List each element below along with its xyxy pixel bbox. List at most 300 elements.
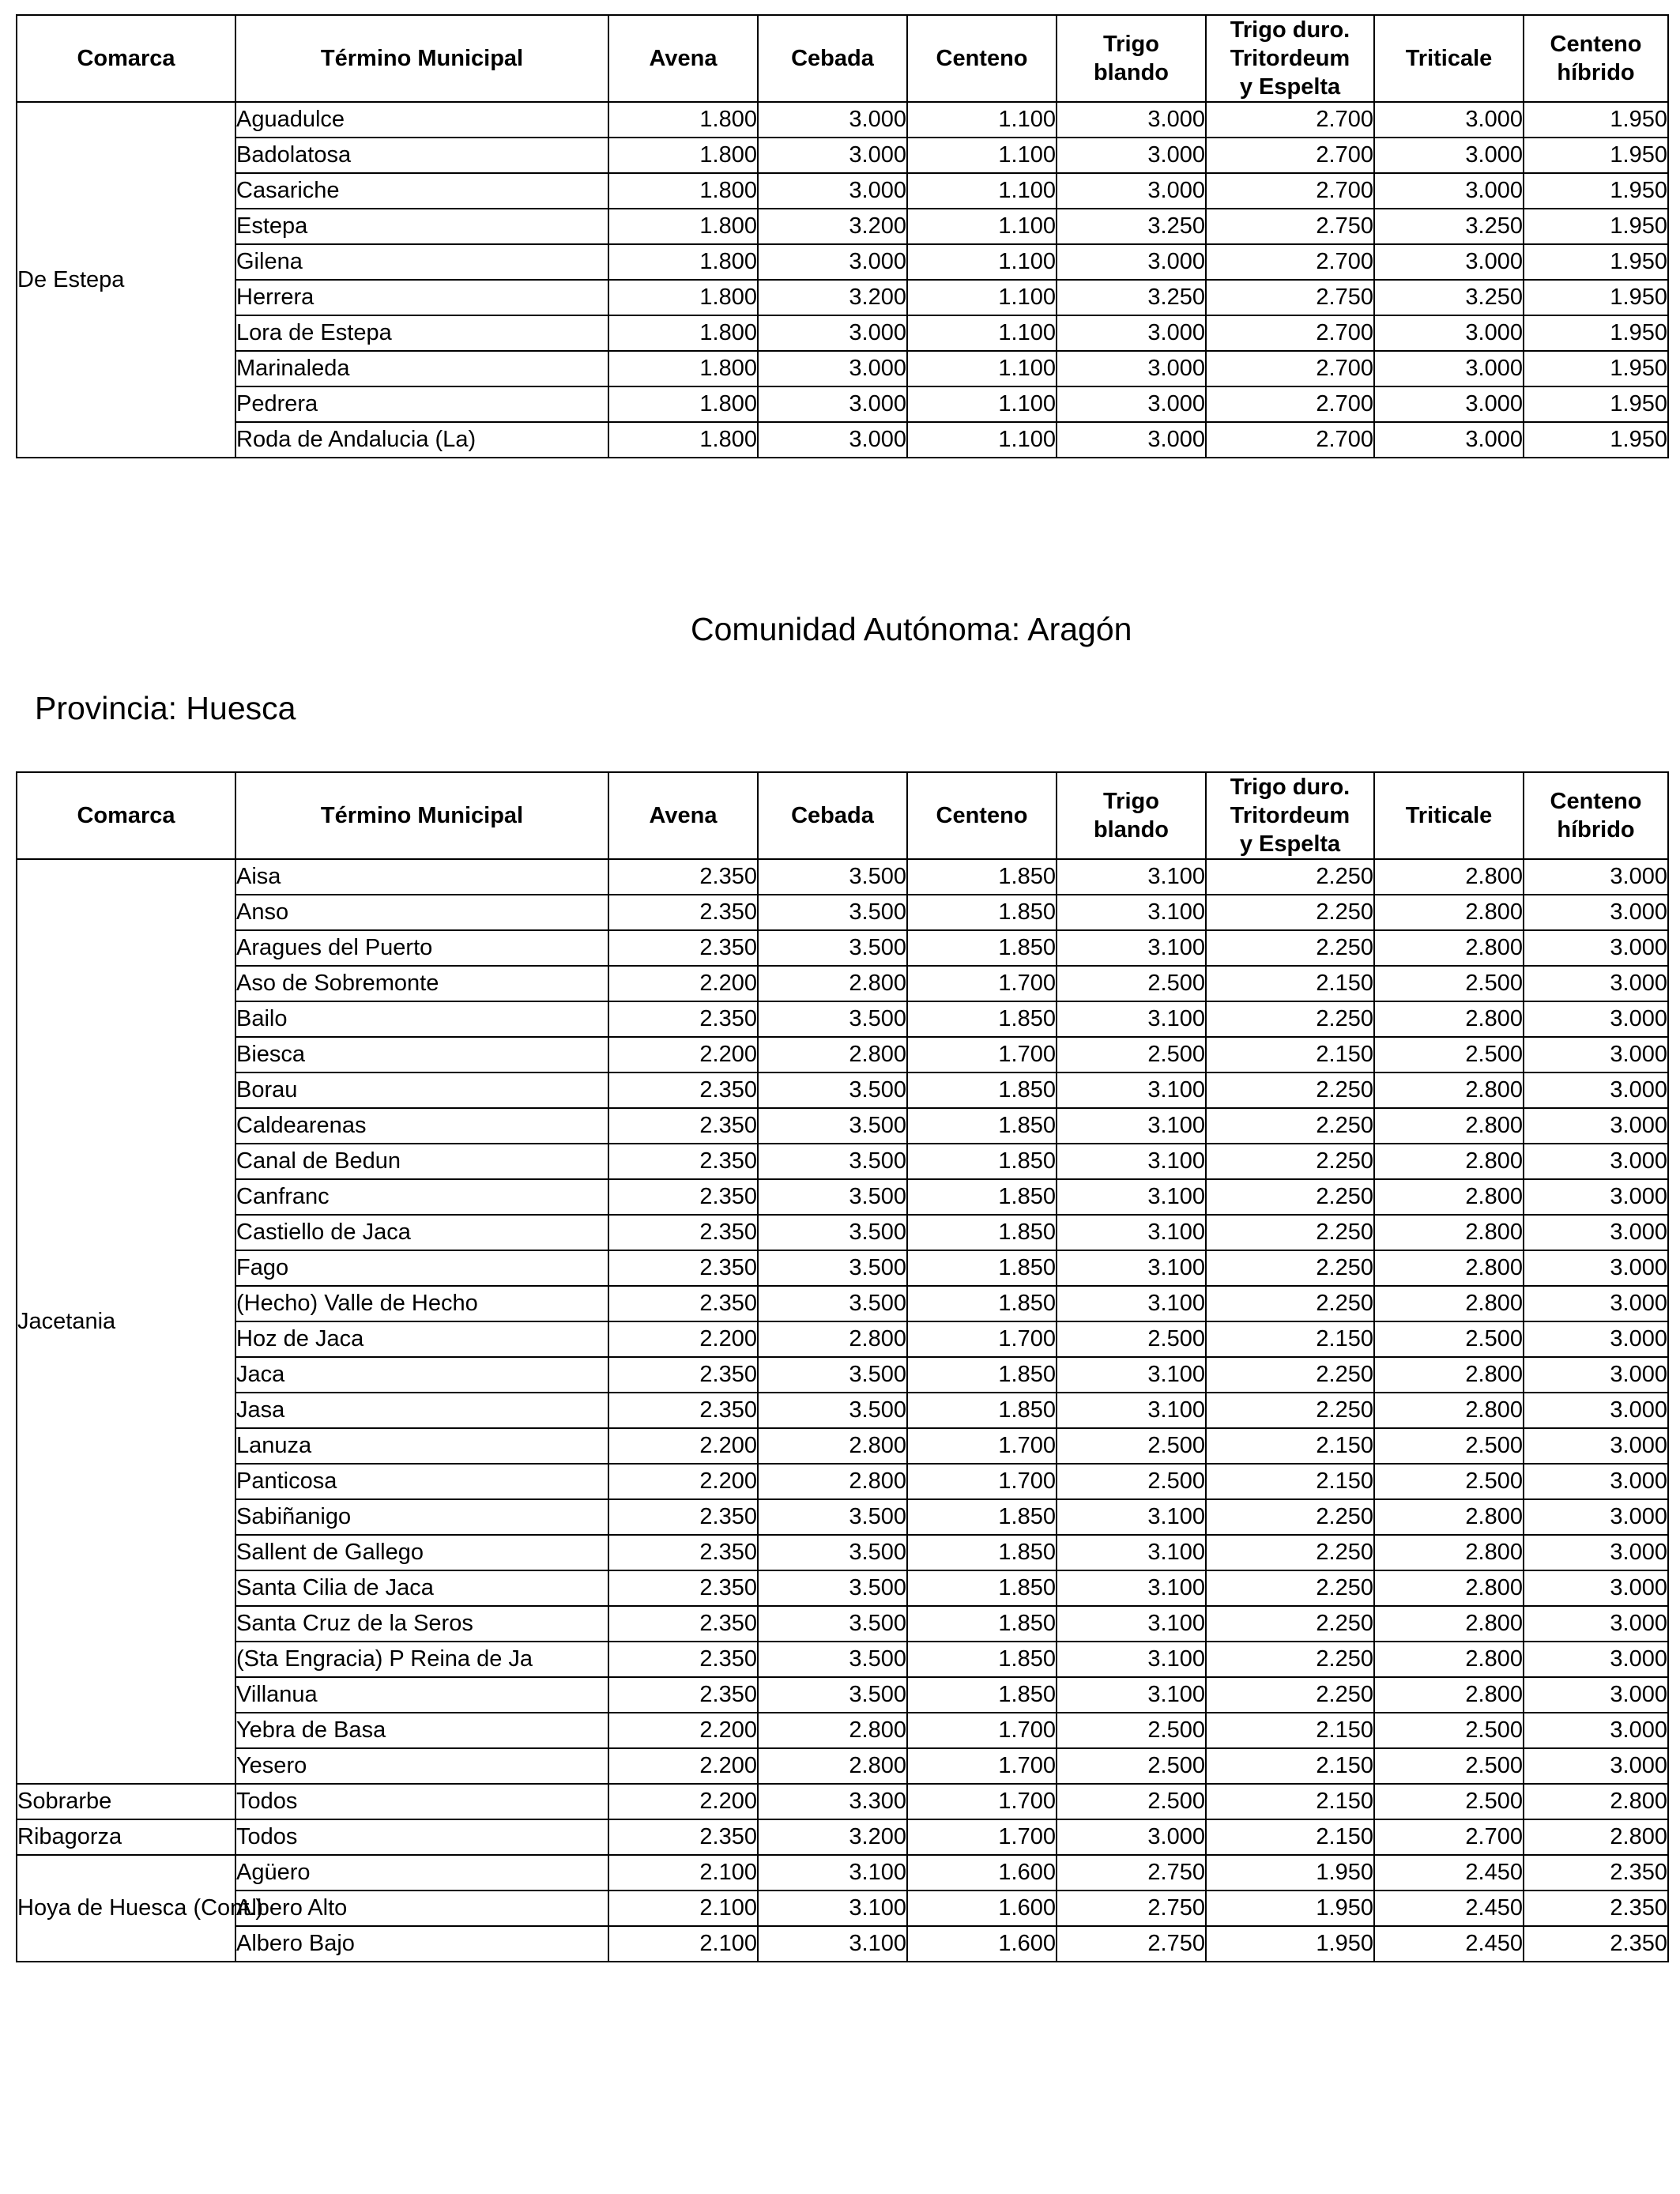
yield-cell: 1.800: [608, 173, 758, 209]
yield-cell: 2.500: [1057, 1748, 1206, 1784]
yield-cell: 2.250: [1206, 1215, 1374, 1250]
yield-cell: 1.850: [907, 1179, 1057, 1215]
yield-cell: 1.850: [907, 1677, 1057, 1713]
yield-cell: 2.200: [608, 1464, 758, 1499]
municipio-cell: Sabiñanigo: [235, 1499, 608, 1535]
municipio-cell: (Sta Engracia) P Reina de Ja: [235, 1642, 608, 1677]
yield-cell: 2.250: [1206, 1144, 1374, 1179]
table-row: [17, 895, 1668, 930]
yield-cell: 1.950: [1524, 280, 1668, 315]
yield-cell: 2.200: [608, 966, 758, 1001]
yield-cell: 2.250: [1206, 1570, 1374, 1606]
yield-cell: 2.150: [1206, 1428, 1374, 1464]
yield-cell: 1.850: [907, 1393, 1057, 1428]
yield-cell: 1.100: [907, 209, 1057, 244]
yield-cell: 2.750: [1206, 280, 1374, 315]
yield-cell: 2.700: [1206, 386, 1374, 422]
yield-cell: 2.150: [1206, 1464, 1374, 1499]
municipio-cell: Canfranc: [235, 1179, 608, 1215]
yield-cell: 3.000: [1524, 1215, 1668, 1250]
yield-cell: 3.000: [1057, 102, 1206, 138]
comarca-cell: Ribagorza: [17, 1819, 235, 1855]
yield-cell: 3.000: [1524, 1570, 1668, 1606]
yield-cell: 3.100: [758, 1891, 907, 1926]
yield-cell: 1.800: [608, 315, 758, 351]
table-row: [17, 1001, 1668, 1037]
table-row: [17, 1784, 1668, 1819]
yield-cell: 2.450: [1374, 1926, 1524, 1962]
municipio-cell: (Hecho) Valle de Hecho: [235, 1286, 608, 1321]
yield-cell: 2.100: [608, 1926, 758, 1962]
yield-cell: 2.250: [1206, 895, 1374, 930]
yield-cell: 2.150: [1206, 966, 1374, 1001]
yield-cell: 3.000: [758, 102, 907, 138]
yield-cell: 1.700: [907, 1428, 1057, 1464]
yield-cell: 1.800: [608, 244, 758, 280]
header-line: Centeno: [1550, 32, 1642, 57]
table-row: [17, 1642, 1668, 1677]
table-row: [17, 1570, 1668, 1606]
table-row: [17, 1179, 1668, 1215]
yield-cell: 3.100: [758, 1926, 907, 1962]
yield-cell: 1.100: [907, 386, 1057, 422]
table-row: [17, 351, 1668, 386]
yield-cell: 2.500: [1374, 1748, 1524, 1784]
yield-cell: 3.100: [1057, 1108, 1206, 1144]
yield-cell: 3.100: [1057, 859, 1206, 895]
table-row: [17, 1215, 1668, 1250]
yield-cell: 1.700: [907, 1819, 1057, 1855]
yield-cell: 1.100: [907, 102, 1057, 138]
yield-cell: 2.800: [1374, 1357, 1524, 1393]
yield-cell: 3.100: [1057, 1072, 1206, 1108]
yield-cell: 1.950: [1524, 351, 1668, 386]
yield-cell: 2.800: [758, 1428, 907, 1464]
yield-cell: 2.450: [1374, 1855, 1524, 1891]
yield-cell: 1.850: [907, 1108, 1057, 1144]
yield-cell: 3.500: [758, 1001, 907, 1037]
yield-cell: 2.350: [1524, 1855, 1668, 1891]
yield-cell: 2.800: [1374, 1393, 1524, 1428]
municipio-cell: Fago: [235, 1250, 608, 1286]
municipio-cell: Estepa: [235, 209, 608, 244]
yield-cell: 3.000: [1524, 1286, 1668, 1321]
yield-cell: 2.500: [1374, 1037, 1524, 1072]
yield-cell: 1.800: [608, 351, 758, 386]
yield-cell: 2.350: [608, 1819, 758, 1855]
municipio-cell: Badolatosa: [235, 138, 608, 173]
yield-cell: 2.150: [1206, 1037, 1374, 1072]
yield-cell: 2.150: [1206, 1748, 1374, 1784]
yield-cell: 2.500: [1374, 1713, 1524, 1748]
yield-cell: 2.350: [608, 930, 758, 966]
yield-cell: 3.000: [1057, 1819, 1206, 1855]
yield-cell: 1.600: [907, 1891, 1057, 1926]
yield-cell: 3.100: [1057, 1144, 1206, 1179]
table-row: [17, 1606, 1668, 1642]
yield-cell: 1.100: [907, 244, 1057, 280]
municipio-cell: Herrera: [235, 280, 608, 315]
yield-cell: 3.500: [758, 1072, 907, 1108]
yield-cell: 1.850: [907, 895, 1057, 930]
yield-table-huesca: [16, 771, 1669, 1962]
header-municipio: Término Municipal: [235, 15, 608, 102]
table-row: [17, 1037, 1668, 1072]
yield-cell: 1.950: [1524, 422, 1668, 458]
yield-cell: 1.850: [907, 1250, 1057, 1286]
header-line: blando: [1093, 60, 1170, 85]
header-line: Trigo duro.: [1230, 17, 1350, 43]
municipio-cell: Albero Alto: [235, 1891, 608, 1926]
yield-cell: 2.800: [1374, 1072, 1524, 1108]
yield-cell: 3.000: [1374, 102, 1524, 138]
municipio-cell: Santa Cilia de Jaca: [235, 1570, 608, 1606]
yield-cell: 3.000: [1057, 351, 1206, 386]
yield-cell: 3.500: [758, 895, 907, 930]
yield-cell: 1.700: [907, 1464, 1057, 1499]
yield-cell: 2.800: [758, 1748, 907, 1784]
header-cebada: Cebada: [758, 15, 907, 102]
yield-cell: 3.000: [758, 386, 907, 422]
yield-cell: 2.800: [1374, 1144, 1524, 1179]
yield-cell: 3.200: [758, 1819, 907, 1855]
table-row: [17, 1321, 1668, 1357]
yield-cell: 2.250: [1206, 1357, 1374, 1393]
header-municipio: Término Municipal: [235, 772, 608, 859]
yield-cell: 3.000: [1057, 315, 1206, 351]
yield-cell: 3.500: [758, 1642, 907, 1677]
header-centeno-hibrido: [1524, 15, 1668, 102]
table-row: [17, 315, 1668, 351]
yield-cell: 2.500: [1374, 966, 1524, 1001]
yield-cell: 3.250: [1374, 209, 1524, 244]
header-comarca: Comarca: [17, 15, 235, 102]
yield-cell: 2.350: [608, 1108, 758, 1144]
header-trigo-blando: [1057, 772, 1206, 859]
table-row: [17, 1144, 1668, 1179]
yield-cell: 2.350: [1524, 1891, 1668, 1926]
yield-cell: 1.950: [1524, 138, 1668, 173]
yield-cell: 2.250: [1206, 1393, 1374, 1428]
yield-cell: 2.500: [1057, 966, 1206, 1001]
yield-cell: 3.500: [758, 1286, 907, 1321]
yield-cell: 3.100: [1057, 1393, 1206, 1428]
yield-cell: 3.000: [1057, 422, 1206, 458]
table-row: [17, 1535, 1668, 1570]
yield-cell: 3.000: [1524, 1428, 1668, 1464]
yield-cell: 2.150: [1206, 1321, 1374, 1357]
yield-cell: 3.100: [1057, 1357, 1206, 1393]
yield-cell: 1.100: [907, 351, 1057, 386]
municipio-cell: Roda de Andalucia (La): [235, 422, 608, 458]
municipio-cell: Aragues del Puerto: [235, 930, 608, 966]
yield-cell: 3.100: [1057, 1179, 1206, 1215]
yield-cell: 3.100: [1057, 1606, 1206, 1642]
yield-cell: 2.200: [608, 1748, 758, 1784]
yield-cell: 3.000: [1524, 1464, 1668, 1499]
yield-cell: 2.350: [608, 1215, 758, 1250]
yield-cell: 1.850: [907, 1606, 1057, 1642]
yield-cell: 2.250: [1206, 859, 1374, 895]
yield-cell: 2.200: [608, 1037, 758, 1072]
table-row: [17, 1713, 1668, 1748]
yield-cell: 1.700: [907, 1321, 1057, 1357]
yield-cell: 2.800: [1374, 1499, 1524, 1535]
comarca-cell: Hoya de Huesca (Cont.): [17, 1855, 235, 1962]
yield-cell: 1.600: [907, 1926, 1057, 1962]
yield-cell: 3.000: [1057, 138, 1206, 173]
municipio-cell: Canal de Bedun: [235, 1144, 608, 1179]
header-line: y Espelta: [1239, 831, 1341, 857]
yield-cell: 3.500: [758, 1108, 907, 1144]
yield-cell: 3.000: [1524, 1179, 1668, 1215]
yield-cell: 1.850: [907, 930, 1057, 966]
municipio-cell: Albero Bajo: [235, 1926, 608, 1962]
yield-cell: 2.800: [1374, 1677, 1524, 1713]
table-row: [17, 1428, 1668, 1464]
yield-cell: 1.700: [907, 1748, 1057, 1784]
yield-cell: 1.850: [907, 1001, 1057, 1037]
municipio-cell: Jaca: [235, 1357, 608, 1393]
yield-cell: 3.500: [758, 1179, 907, 1215]
yield-cell: 3.100: [1057, 1642, 1206, 1677]
yield-cell: 3.000: [1524, 930, 1668, 966]
yield-cell: 2.250: [1206, 1677, 1374, 1713]
municipio-cell: Aisa: [235, 859, 608, 895]
yield-cell: 3.000: [1524, 1606, 1668, 1642]
yield-cell: 2.350: [608, 895, 758, 930]
yield-cell: 2.700: [1206, 351, 1374, 386]
yield-cell: 3.300: [758, 1784, 907, 1819]
municipio-cell: Hoz de Jaca: [235, 1321, 608, 1357]
yield-cell: 2.250: [1206, 1072, 1374, 1108]
yield-cell: 2.800: [758, 1713, 907, 1748]
header-comarca: Comarca: [17, 772, 235, 859]
yield-cell: 2.800: [1374, 1179, 1524, 1215]
yield-cell: 2.700: [1206, 422, 1374, 458]
yield-cell: 2.350: [608, 1570, 758, 1606]
yield-cell: 3.000: [1524, 1713, 1668, 1748]
yield-cell: 3.500: [758, 1250, 907, 1286]
yield-cell: 1.850: [907, 1144, 1057, 1179]
yield-cell: 2.800: [1374, 1250, 1524, 1286]
yield-cell: 2.800: [758, 966, 907, 1001]
yield-cell: 2.500: [1057, 1713, 1206, 1748]
yield-cell: 3.000: [758, 315, 907, 351]
yield-cell: 3.100: [1057, 1499, 1206, 1535]
header-triticale: Triticale: [1374, 15, 1524, 102]
yield-cell: 3.000: [1524, 1642, 1668, 1677]
yield-cell: 3.000: [1524, 1748, 1668, 1784]
table-row: [17, 1855, 1668, 1891]
table-row: [17, 422, 1668, 458]
yield-cell: 1.600: [907, 1855, 1057, 1891]
municipio-cell: Yebra de Basa: [235, 1713, 608, 1748]
yield-cell: 3.000: [1524, 1393, 1668, 1428]
yield-cell: 1.850: [907, 859, 1057, 895]
yield-cell: 3.100: [1057, 895, 1206, 930]
header-line: Centeno: [1550, 789, 1642, 814]
yield-cell: 3.500: [758, 1677, 907, 1713]
header-line: Trigo: [1103, 32, 1159, 57]
yield-cell: 1.950: [1524, 209, 1668, 244]
yield-cell: 1.800: [608, 386, 758, 422]
yield-cell: 2.350: [608, 1357, 758, 1393]
yield-cell: 3.000: [1524, 1357, 1668, 1393]
municipio-cell: Agüero: [235, 1855, 608, 1891]
yield-cell: 3.100: [1057, 1535, 1206, 1570]
yield-cell: 1.950: [1524, 315, 1668, 351]
yield-cell: 3.000: [1374, 173, 1524, 209]
yield-cell: 2.100: [608, 1855, 758, 1891]
yield-cell: 2.800: [1374, 1535, 1524, 1570]
municipio-cell: Aso de Sobremonte: [235, 966, 608, 1001]
province-title: Provincia: Huesca: [35, 690, 296, 726]
yield-cell: 3.000: [1374, 244, 1524, 280]
municipio-cell: Gilena: [235, 244, 608, 280]
yield-cell: 2.500: [1057, 1428, 1206, 1464]
yield-cell: 2.800: [1374, 1606, 1524, 1642]
yield-cell: 1.700: [907, 1037, 1057, 1072]
yield-cell: 3.100: [1057, 1286, 1206, 1321]
yield-cell: 1.950: [1206, 1855, 1374, 1891]
yield-cell: 2.150: [1206, 1819, 1374, 1855]
yield-cell: 3.000: [1524, 966, 1668, 1001]
header-line: Trigo: [1103, 789, 1159, 814]
yield-cell: 1.800: [608, 102, 758, 138]
yield-cell: 2.500: [1374, 1464, 1524, 1499]
header-line: híbrido: [1557, 60, 1635, 85]
yield-cell: 2.350: [608, 1642, 758, 1677]
yield-cell: 2.350: [608, 859, 758, 895]
yield-cell: 1.800: [608, 422, 758, 458]
yield-cell: 2.350: [608, 1144, 758, 1179]
yield-cell: 2.350: [608, 1606, 758, 1642]
yield-cell: 2.250: [1206, 1642, 1374, 1677]
yield-cell: 3.000: [758, 244, 907, 280]
yield-cell: 3.000: [1524, 1108, 1668, 1144]
yield-cell: 2.800: [1374, 1570, 1524, 1606]
municipio-cell: Sallent de Gallego: [235, 1535, 608, 1570]
yield-cell: 3.000: [1524, 1037, 1668, 1072]
yield-cell: 3.000: [1524, 1499, 1668, 1535]
table-row: [17, 1464, 1668, 1499]
yield-cell: 1.950: [1206, 1891, 1374, 1926]
yield-cell: 3.500: [758, 1215, 907, 1250]
yield-cell: 1.950: [1524, 173, 1668, 209]
municipio-cell: Biesca: [235, 1037, 608, 1072]
municipio-cell: Castiello de Jaca: [235, 1215, 608, 1250]
yield-cell: 3.100: [1057, 1250, 1206, 1286]
yield-cell: 2.500: [1057, 1037, 1206, 1072]
yield-cell: 1.850: [907, 1499, 1057, 1535]
yield-cell: 1.850: [907, 1286, 1057, 1321]
yield-cell: 3.000: [1057, 244, 1206, 280]
yield-cell: 3.000: [1524, 859, 1668, 895]
table-row: [17, 1357, 1668, 1393]
municipio-cell: Lanuza: [235, 1428, 608, 1464]
yield-cell: 1.800: [608, 209, 758, 244]
yield-cell: 3.000: [1524, 1321, 1668, 1357]
comarca-cell: De Estepa: [17, 102, 235, 458]
yield-cell: 3.000: [1057, 386, 1206, 422]
yield-cell: 1.700: [907, 1784, 1057, 1819]
yield-cell: 2.800: [1374, 895, 1524, 930]
yield-cell: 2.350: [608, 1179, 758, 1215]
yield-cell: 2.250: [1206, 1179, 1374, 1215]
yield-cell: 2.250: [1206, 1108, 1374, 1144]
table-row: [17, 1677, 1668, 1713]
yield-cell: 2.450: [1374, 1891, 1524, 1926]
yield-cell: 2.800: [1524, 1819, 1668, 1855]
yield-cell: 2.800: [1374, 1108, 1524, 1144]
table-row: [17, 102, 1668, 138]
yield-cell: 3.500: [758, 1144, 907, 1179]
yield-cell: 2.800: [1374, 1286, 1524, 1321]
yield-cell: 3.000: [758, 173, 907, 209]
yield-cell: 1.700: [907, 966, 1057, 1001]
yield-cell: 2.350: [608, 1393, 758, 1428]
yield-cell: 1.100: [907, 422, 1057, 458]
yield-cell: 2.750: [1206, 209, 1374, 244]
header-row: [17, 772, 1668, 859]
yield-cell: 2.500: [1057, 1784, 1206, 1819]
table-body: [17, 859, 1668, 1962]
yield-cell: 3.200: [758, 280, 907, 315]
yield-cell: 3.500: [758, 1606, 907, 1642]
table-row: [17, 1891, 1668, 1926]
yield-cell: 2.250: [1206, 1499, 1374, 1535]
header-trigo-blando: [1057, 15, 1206, 102]
yield-cell: 3.500: [758, 1570, 907, 1606]
yield-cell: 2.800: [1374, 859, 1524, 895]
yield-cell: 3.000: [1374, 351, 1524, 386]
yield-cell: 1.950: [1524, 102, 1668, 138]
yield-cell: 3.500: [758, 930, 907, 966]
yield-cell: 2.800: [1374, 1001, 1524, 1037]
yield-cell: 2.800: [1374, 930, 1524, 966]
yield-cell: 3.000: [758, 351, 907, 386]
table-row: [17, 1926, 1668, 1962]
yield-cell: 2.250: [1206, 1001, 1374, 1037]
yield-cell: 1.850: [907, 1535, 1057, 1570]
region-title: Comunidad Autónoma: Aragón: [691, 611, 1132, 647]
header-row: [17, 15, 1668, 102]
yield-cell: 2.250: [1206, 930, 1374, 966]
yield-cell: 2.500: [1374, 1784, 1524, 1819]
header-line: blando: [1093, 817, 1170, 843]
yield-cell: 2.150: [1206, 1784, 1374, 1819]
table-row: [17, 386, 1668, 422]
yield-cell: 2.800: [1374, 1215, 1524, 1250]
yield-cell: 3.000: [758, 422, 907, 458]
yield-cell: 2.700: [1206, 244, 1374, 280]
yield-cell: 3.000: [1374, 422, 1524, 458]
yield-cell: 2.350: [608, 1286, 758, 1321]
yield-cell: 3.500: [758, 1393, 907, 1428]
yield-cell: 2.700: [1206, 102, 1374, 138]
yield-cell: 3.000: [1524, 1677, 1668, 1713]
municipio-cell: Caldearenas: [235, 1108, 608, 1144]
yield-cell: 2.350: [608, 1001, 758, 1037]
yield-cell: 1.850: [907, 1570, 1057, 1606]
yield-cell: 2.700: [1206, 138, 1374, 173]
yield-cell: 3.000: [1374, 138, 1524, 173]
yield-cell: 2.200: [608, 1321, 758, 1357]
yield-cell: 3.250: [1374, 280, 1524, 315]
yield-cell: 3.100: [1057, 1677, 1206, 1713]
yield-cell: 2.800: [758, 1321, 907, 1357]
